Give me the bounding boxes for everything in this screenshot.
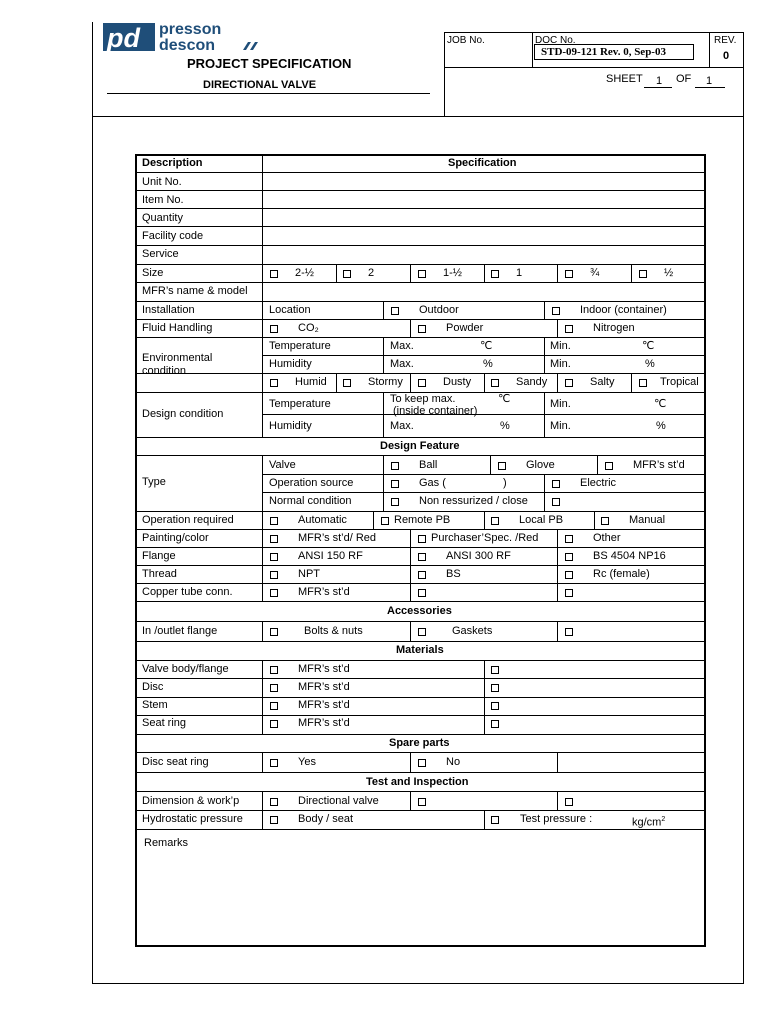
row-mfr: MFR’s name & model (142, 285, 248, 297)
page-title: PROJECT SPECIFICATION (187, 56, 352, 71)
row-facility-code: Facility code (142, 230, 204, 242)
directional-checkbox[interactable] (270, 798, 278, 806)
table-rule (135, 752, 706, 753)
row-service: Service (142, 248, 179, 260)
size-checkbox-2[interactable] (343, 270, 351, 278)
env-temp-max-unit: ℃ (480, 340, 493, 352)
row-design-condition: Design condition (142, 408, 224, 420)
env-salty: Salty (590, 376, 615, 388)
valve-body-mfr-checkbox[interactable] (270, 666, 278, 674)
installation-outdoor: Outdoor (419, 304, 459, 316)
table-rule (135, 301, 706, 302)
page-subtitle: DIRECTIONAL VALVE (203, 79, 317, 91)
acc-div1 (410, 621, 411, 641)
acc-div2 (557, 621, 558, 641)
table-rule (262, 414, 706, 415)
npt-checkbox[interactable] (270, 571, 278, 579)
row-item-no: Item No. (142, 194, 184, 206)
env-hum-min: Min. (550, 358, 571, 370)
design-hum-max: Max. (390, 420, 414, 432)
stem-mfr: MFR’s st’d (298, 699, 350, 711)
op-local: Local PB (519, 514, 564, 526)
env-temp-min-unit: ℃ (642, 340, 655, 352)
spare-yes-checkbox[interactable] (270, 759, 278, 767)
env-tropical: Tropical (660, 376, 699, 388)
disc-other-checkbox[interactable] (491, 684, 499, 692)
design-keep-max: To keep max. (390, 393, 456, 405)
envopt-div4 (557, 373, 558, 392)
flange-ansi150: ANSI 150 RF (298, 550, 363, 562)
copper-opt3-checkbox[interactable] (565, 589, 573, 597)
spare-no: No (446, 756, 461, 768)
table-rule (135, 678, 706, 679)
installation-location: Location (269, 304, 311, 316)
type-div3 (597, 455, 598, 474)
spare-no-checkbox[interactable] (418, 759, 426, 767)
env-humid-checkbox[interactable] (270, 379, 278, 387)
table-rule (135, 337, 706, 338)
type-div4 (544, 474, 545, 511)
size-checkbox-5[interactable] (565, 270, 573, 278)
col-specification-header: Specification (448, 157, 517, 169)
ball-checkbox[interactable] (391, 462, 399, 470)
rev-label: REV. (714, 35, 737, 46)
fluid-powder: Powder (446, 322, 484, 334)
type-non-pressurized: Non ressurized / close (419, 495, 528, 507)
svg-text:pd: pd (107, 23, 140, 53)
design-hum-min: Min. (550, 420, 571, 432)
seat-ring-mfr: MFR’s st’d (298, 717, 350, 729)
table-rule (135, 810, 706, 811)
painting-other-checkbox[interactable] (565, 535, 573, 543)
table-rule (135, 660, 706, 661)
table-rule (135, 529, 706, 530)
size-checkbox-3[interactable] (418, 270, 426, 278)
row-type: Type (142, 476, 166, 488)
company-logo (103, 20, 263, 54)
paint-div1 (410, 529, 411, 602)
hdr-div1 (532, 32, 533, 68)
hdr-div2 (709, 32, 710, 68)
hdr-top (444, 32, 744, 33)
row-disc-seat-ring: Disc seat ring (142, 756, 209, 768)
test-directional: Directional valve (298, 795, 379, 807)
table-rule (135, 190, 706, 191)
ansi150-checkbox[interactable] (270, 553, 278, 561)
op-manual: Manual (629, 514, 666, 526)
fluid-div2 (557, 319, 558, 337)
test-opt3-checkbox[interactable] (565, 798, 573, 806)
inst-div2 (544, 301, 545, 319)
manual-checkbox[interactable] (601, 517, 609, 525)
env-sandy-checkbox[interactable] (491, 379, 499, 387)
spare-div2 (557, 752, 558, 772)
section-design-feature: Design Feature (380, 440, 460, 452)
row-size: Size (142, 267, 164, 279)
size-option-1: 2-½ (295, 267, 314, 279)
painting-purchaser: Purchaser’Spec. /Red (431, 532, 539, 544)
rc-checkbox[interactable] (565, 571, 573, 579)
section-materials: Materials (396, 644, 444, 656)
sheet-underline (644, 87, 672, 88)
size-checkbox-6[interactable] (639, 270, 647, 278)
flange-bs4504: BS 4504 NP16 (593, 550, 666, 562)
design-hum-min-unit: % (656, 420, 666, 432)
row-stem: Stem (142, 699, 168, 711)
design-temp-min-unit: ℃ (654, 398, 667, 410)
size-option-6: ½ (664, 267, 674, 279)
copper-mfr-checkbox[interactable] (270, 589, 278, 597)
copper-opt2-checkbox[interactable] (418, 589, 426, 597)
fluid-co2: CO₂ (298, 322, 319, 334)
test-pressure-unit-text: kg/cm (632, 816, 662, 829)
type-gas: Gas ( (419, 477, 446, 489)
size-checkbox-1[interactable] (270, 270, 278, 278)
design-temp-min: Min. (550, 398, 571, 410)
table-rule (135, 715, 706, 716)
test-div2 (557, 791, 558, 810)
bs4504-checkbox[interactable] (565, 553, 573, 561)
bs-checkbox[interactable] (418, 571, 426, 579)
hdr-right (743, 32, 744, 117)
table-rule (135, 565, 706, 566)
col-description-header: Description (142, 157, 203, 169)
table-rule (135, 264, 706, 265)
row-installation: Installation (142, 304, 195, 316)
test-pressure-unit (632, 813, 665, 830)
acc-other-checkbox[interactable] (565, 628, 573, 636)
col-divider-6 (262, 791, 263, 829)
row-operation-required: Operation required (142, 514, 234, 526)
env-sandy: Sandy (516, 376, 548, 388)
type-valve: Valve (269, 459, 296, 471)
body-seat-checkbox[interactable] (270, 816, 278, 824)
table-rule (135, 455, 706, 456)
col-divider-3 (262, 621, 263, 641)
painting-purchaser-checkbox[interactable] (418, 535, 426, 543)
row-fluid-handling: Fluid Handling (142, 322, 213, 334)
env-hum-max-unit: % (483, 358, 493, 370)
section-spare-parts: Spare parts (389, 737, 450, 749)
size-option-4: 1 (516, 267, 523, 279)
type-mfr-checkbox[interactable] (605, 462, 613, 470)
acc-bolts: Bolts & nuts (304, 625, 363, 637)
design-inside: (inside container) (393, 405, 478, 417)
row-copper: Copper tube conn. (142, 586, 233, 598)
glove-checkbox[interactable] (498, 462, 506, 470)
indoor-checkbox[interactable] (552, 307, 560, 315)
size-div2 (410, 264, 411, 283)
env-humidity-label: Humidity (269, 358, 312, 370)
size-div1 (336, 264, 337, 283)
copper-mfr: MFR’s st’d (298, 586, 350, 598)
sheet-label: SHEET (606, 73, 643, 85)
logo-line2: descon (159, 37, 216, 54)
row-flange: Flange (142, 550, 176, 562)
sheet-value: 1 (656, 75, 663, 87)
env-dusty: Dusty (443, 376, 472, 388)
test-pressure-unit-sup: 2 (661, 816, 666, 823)
col-divider-2 (262, 455, 263, 601)
env-hum-min-unit: % (645, 358, 655, 370)
painting-other: Other (593, 532, 621, 544)
non-pressurized-checkbox[interactable] (391, 498, 399, 506)
design-keep-max-unit: ℃ (498, 393, 511, 405)
seat-ring-other-checkbox[interactable] (491, 720, 499, 728)
of-underline (695, 87, 725, 88)
painting-mfr-checkbox[interactable] (270, 535, 278, 543)
type-operation-source: Operation source (269, 477, 354, 489)
env-tropical-checkbox[interactable] (639, 379, 647, 387)
type-gas-close: ) (503, 477, 507, 489)
thread-rc: Rc (female) (593, 568, 650, 580)
local-checkbox[interactable] (491, 517, 499, 525)
electric-checkbox[interactable] (552, 480, 560, 488)
table-rule (135, 245, 706, 246)
flange-ansi300: ANSI 300 RF (446, 550, 511, 562)
table-rule (135, 511, 706, 512)
frame-bottom (92, 983, 744, 984)
design-humidity-label: Humidity (269, 420, 312, 432)
normal-other-checkbox[interactable] (552, 498, 560, 506)
spare-yes: Yes (298, 756, 316, 768)
painting-mfr: MFR’s st’d/ Red (298, 532, 377, 544)
row-dimension: Dimension & work’p (142, 795, 240, 807)
row-quantity: Quantity (142, 212, 183, 224)
test-div1 (410, 791, 411, 810)
type-normal-condition: Normal condition (269, 495, 352, 507)
op-div1 (373, 511, 374, 529)
table-rule (135, 547, 706, 548)
powder-checkbox[interactable] (418, 325, 426, 333)
env-salty-checkbox[interactable] (565, 379, 573, 387)
table-rule (135, 319, 706, 320)
disc-mfr-checkbox[interactable] (270, 684, 278, 692)
row-valve-body: Valve body/flange (142, 663, 229, 675)
envopt-div5 (631, 373, 632, 392)
des-div1 (383, 392, 384, 437)
size-checkbox-4[interactable] (491, 270, 499, 278)
thread-bs: BS (446, 568, 461, 580)
automatic-checkbox[interactable] (270, 517, 278, 525)
of-label: OF (676, 73, 692, 85)
table-rule (135, 791, 706, 792)
type-glove: Glove (526, 459, 555, 471)
size-div5 (631, 264, 632, 283)
table-rule (135, 172, 706, 173)
header-bottom-rule (92, 116, 744, 117)
env-div2 (544, 337, 545, 373)
env-temperature-label: Temperature (269, 340, 331, 352)
op-automatic: Automatic (298, 514, 347, 526)
row-remarks: Remarks (144, 837, 189, 849)
size-option-2: 2 (368, 267, 375, 279)
test-pressure-checkbox[interactable] (491, 816, 499, 824)
size-option-3: 1-½ (443, 267, 462, 279)
stem-mfr-checkbox[interactable] (270, 702, 278, 710)
env-temp-max: Max. (390, 340, 414, 352)
valve-body-mfr: MFR’s st’d (298, 663, 350, 675)
size-div4 (557, 264, 558, 283)
table-rule (135, 697, 706, 698)
des-div2 (544, 392, 545, 437)
installation-indoor: Indoor (container) (580, 304, 667, 316)
envopt-div3 (484, 373, 485, 392)
test-body-seat: Body / seat (298, 813, 354, 825)
disc-mfr: MFR’s st’d (298, 681, 350, 693)
remote-checkbox[interactable] (381, 517, 389, 525)
hdr-mid (444, 67, 744, 68)
col-divider-5 (262, 752, 263, 772)
logo-line1: presson (159, 21, 222, 38)
frame-right (743, 116, 744, 984)
table-rule (135, 621, 706, 622)
col-divider (262, 154, 263, 437)
row-environmental-label: Environmental condition (142, 352, 213, 377)
gaskets-checkbox[interactable] (418, 628, 426, 636)
fluid-nitrogen: Nitrogen (593, 322, 635, 334)
row-hydrostatic: Hydrostatic pressure (142, 813, 243, 825)
gas-checkbox[interactable] (391, 480, 399, 488)
section-test-inspection: Test and Inspection (366, 776, 469, 788)
type-div1 (383, 455, 384, 511)
outdoor-checkbox[interactable] (391, 307, 399, 315)
op-div3 (594, 511, 595, 529)
hdr-left (444, 32, 445, 117)
row-environmental (142, 352, 252, 378)
design-temperature-label: Temperature (269, 398, 331, 410)
ansi300-checkbox[interactable] (418, 553, 426, 561)
row-unit-no: Unit No. (142, 176, 182, 188)
bolts-checkbox[interactable] (270, 628, 278, 636)
test-div3 (484, 810, 485, 829)
test-pressure-label: Test pressure : (520, 813, 593, 825)
inst-div1 (383, 301, 384, 319)
row-thread: Thread (142, 568, 177, 580)
table-rule (135, 601, 706, 602)
table-rule (135, 772, 706, 773)
test-opt2-checkbox[interactable] (418, 798, 426, 806)
spare-div1 (410, 752, 411, 772)
env-dusty-checkbox[interactable] (418, 379, 426, 387)
table-rule (135, 282, 706, 283)
op-remote: Remote PB (394, 514, 451, 526)
frame-left (92, 22, 93, 984)
env-hum-max: Max. (390, 358, 414, 370)
row-seat-ring: Seat ring (142, 717, 187, 729)
subtitle-rule (107, 93, 430, 94)
size-div3 (484, 264, 485, 283)
table-rule (262, 474, 706, 475)
section-accessories: Accessories (387, 605, 452, 617)
rev-value: 0 (723, 50, 730, 62)
row-disc: Disc (142, 681, 164, 693)
envopt-div2 (410, 373, 411, 392)
table-rule (135, 208, 706, 209)
job-no-label: JOB No. (447, 35, 485, 46)
paint-div2 (557, 529, 558, 602)
table-rule (135, 829, 706, 830)
nitrogen-checkbox[interactable] (565, 325, 573, 333)
table-rule (135, 583, 706, 584)
type-mfr-std: MFR’s st’d (633, 459, 685, 471)
env-stormy: Stormy (368, 376, 403, 388)
design-hum-max-unit: % (500, 420, 510, 432)
row-in-outlet: In /outlet flange (142, 625, 218, 637)
stem-other-checkbox[interactable] (491, 702, 499, 710)
size-option-5: ¾ (590, 267, 600, 279)
op-div2 (484, 511, 485, 529)
table-rule (135, 226, 706, 227)
table-rule (135, 734, 706, 735)
of-value: 1 (706, 75, 713, 87)
valve-body-other-checkbox[interactable] (491, 666, 499, 674)
fluid-div1 (410, 319, 411, 337)
env-div1 (383, 337, 384, 373)
type-electric: Electric (580, 477, 617, 489)
col-divider-4 (262, 660, 263, 734)
env-temp-min: Min. (550, 340, 571, 352)
seat-ring-mfr-checkbox[interactable] (270, 720, 278, 728)
doc-no-label: DOC No. (535, 35, 576, 46)
table-rule (135, 437, 706, 438)
thread-npt: NPT (298, 568, 320, 580)
table-rule (135, 641, 706, 642)
doc-no-value: STD-09-121 Rev. 0, Sep-03 (541, 46, 666, 58)
env-humid: Humid (295, 376, 327, 388)
type-div2 (490, 455, 491, 474)
co2-checkbox[interactable] (270, 325, 278, 333)
mat-div1 (484, 660, 485, 734)
table-rule (262, 355, 706, 356)
type-ball: Ball (419, 459, 438, 471)
env-stormy-checkbox[interactable] (343, 379, 351, 387)
table-rule (262, 492, 706, 493)
acc-gaskets: Gaskets (452, 625, 493, 637)
row-painting: Painting/color (142, 532, 209, 544)
envopt-div1 (336, 373, 337, 392)
